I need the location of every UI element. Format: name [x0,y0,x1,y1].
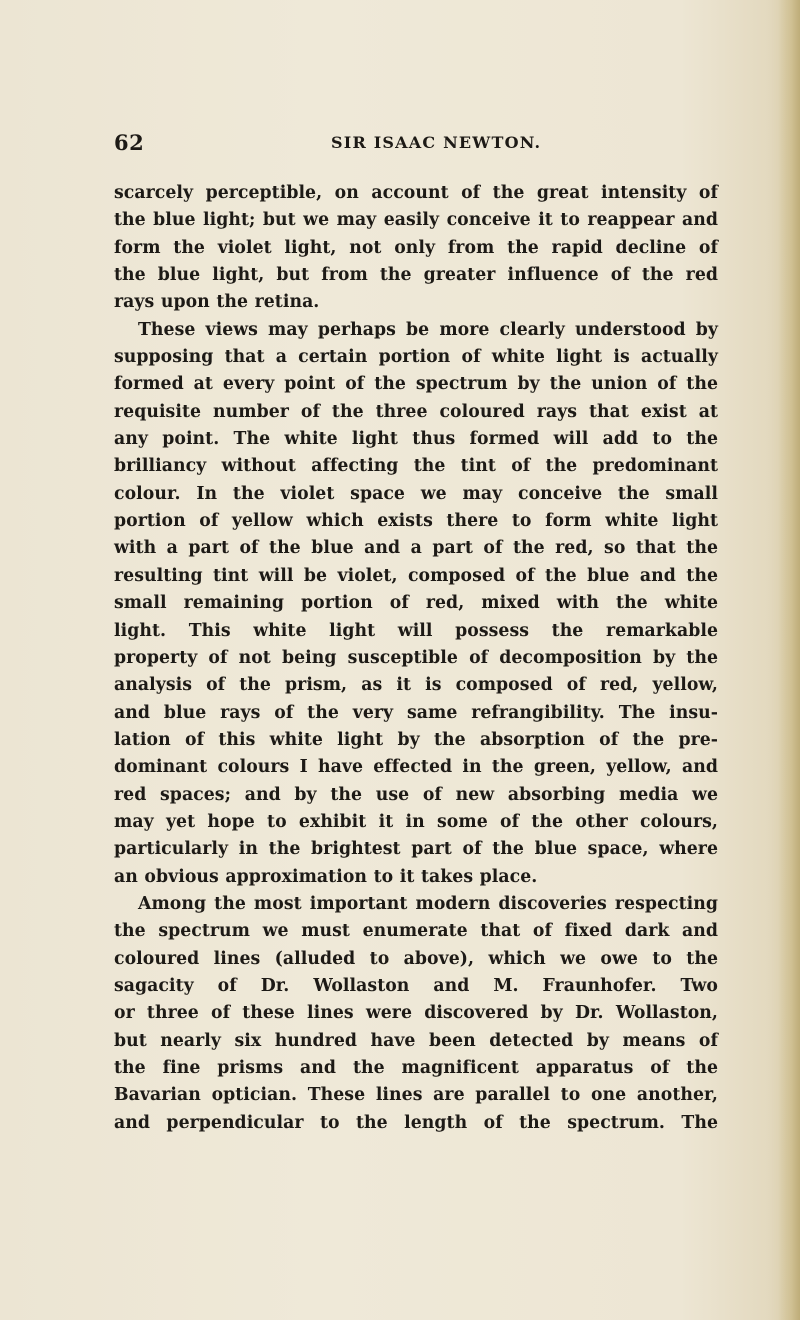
text-line: and blue rays of the very same refrangibility. The insu- [114,702,718,723]
body-text [114,180,718,1137]
text-line: small remaining portion of red, mixed with the white [114,593,718,614]
page-header [114,130,714,160]
text-line: brilliancy without affecting the tint of the predominant [114,456,718,477]
text-line: the blue light, but from the greater influence of the red [114,265,718,286]
text-line: analysis of the prism, as it is composed of red, yellow, [114,675,718,696]
running-title: SIR ISAAC NEWTON. [331,133,542,152]
text-line: formed at every point of the spectrum by the union of the [114,374,718,395]
text-line: the blue light; but we may easily conceive it to reappear and [114,210,718,231]
text-line: but nearly six hundred have been detected by means of [114,1030,718,1051]
text-line: lation of this white light by the absorption of the pre- [114,729,718,750]
text-line: the spectrum we must enumerate that of fixed dark and [114,921,718,942]
page-number: 62 [114,130,145,155]
text-line: or three of these lines were discovered by Dr. Wollaston, [114,1003,718,1024]
text-line: These views may perhaps be more clearly understood by [138,319,718,340]
text-line: resulting tint will be violet, composed of the blue and the [114,565,718,586]
text-line: particularly in the brightest part of the blue space, where [114,839,718,860]
text-line: an obvious approximation to it takes place. [114,866,538,887]
text-line: red spaces; and by the use of new absorbing media we [114,784,718,805]
text-line: the fine prisms and the magnificent apparatus of the [114,1058,718,1078]
text-line: requisite number of the three coloured rays that exist at [114,401,718,422]
text-line: form the violet light, not only from the rapid decline of [114,237,718,258]
text-line: supposing that a certain portion of white light is actually [114,347,718,368]
text-line: property of not being susceptible of decomposition by the [114,647,718,668]
text-line: Among the most important modern discoveries respecting [138,893,718,914]
page-edge-shadow [778,0,800,1320]
text-line: Bavarian optician. These lines are parallel to one another, [114,1085,718,1106]
text-line: any point. The white light thus formed will add to the [114,429,718,450]
text-line: portion of yellow which exists there to form white light [114,511,718,532]
text-line: rays upon the retina. [114,292,320,313]
text-line: and perpendicular to the length of the spectrum. The [114,1112,718,1133]
text-line: scarcely perceptible, on account of the great intensity of [114,183,718,203]
text-line: coloured lines (alluded to above), which we owe to the [114,948,718,969]
text-line: colour. In the violet space we may conceive the small [114,483,718,504]
text-line: light. This white light will possess the remarkable [114,620,718,641]
text-line: dominant colours I have effected in the green, yellow, and [114,757,718,778]
text-line: sagacity of Dr. Wollaston and M. Fraunhofer. Two [114,975,718,996]
text-line: with a part of the blue and a part of the red, so that the [114,538,718,559]
text-line: may yet hope to exhibit it in some of the other colours, [114,811,718,832]
